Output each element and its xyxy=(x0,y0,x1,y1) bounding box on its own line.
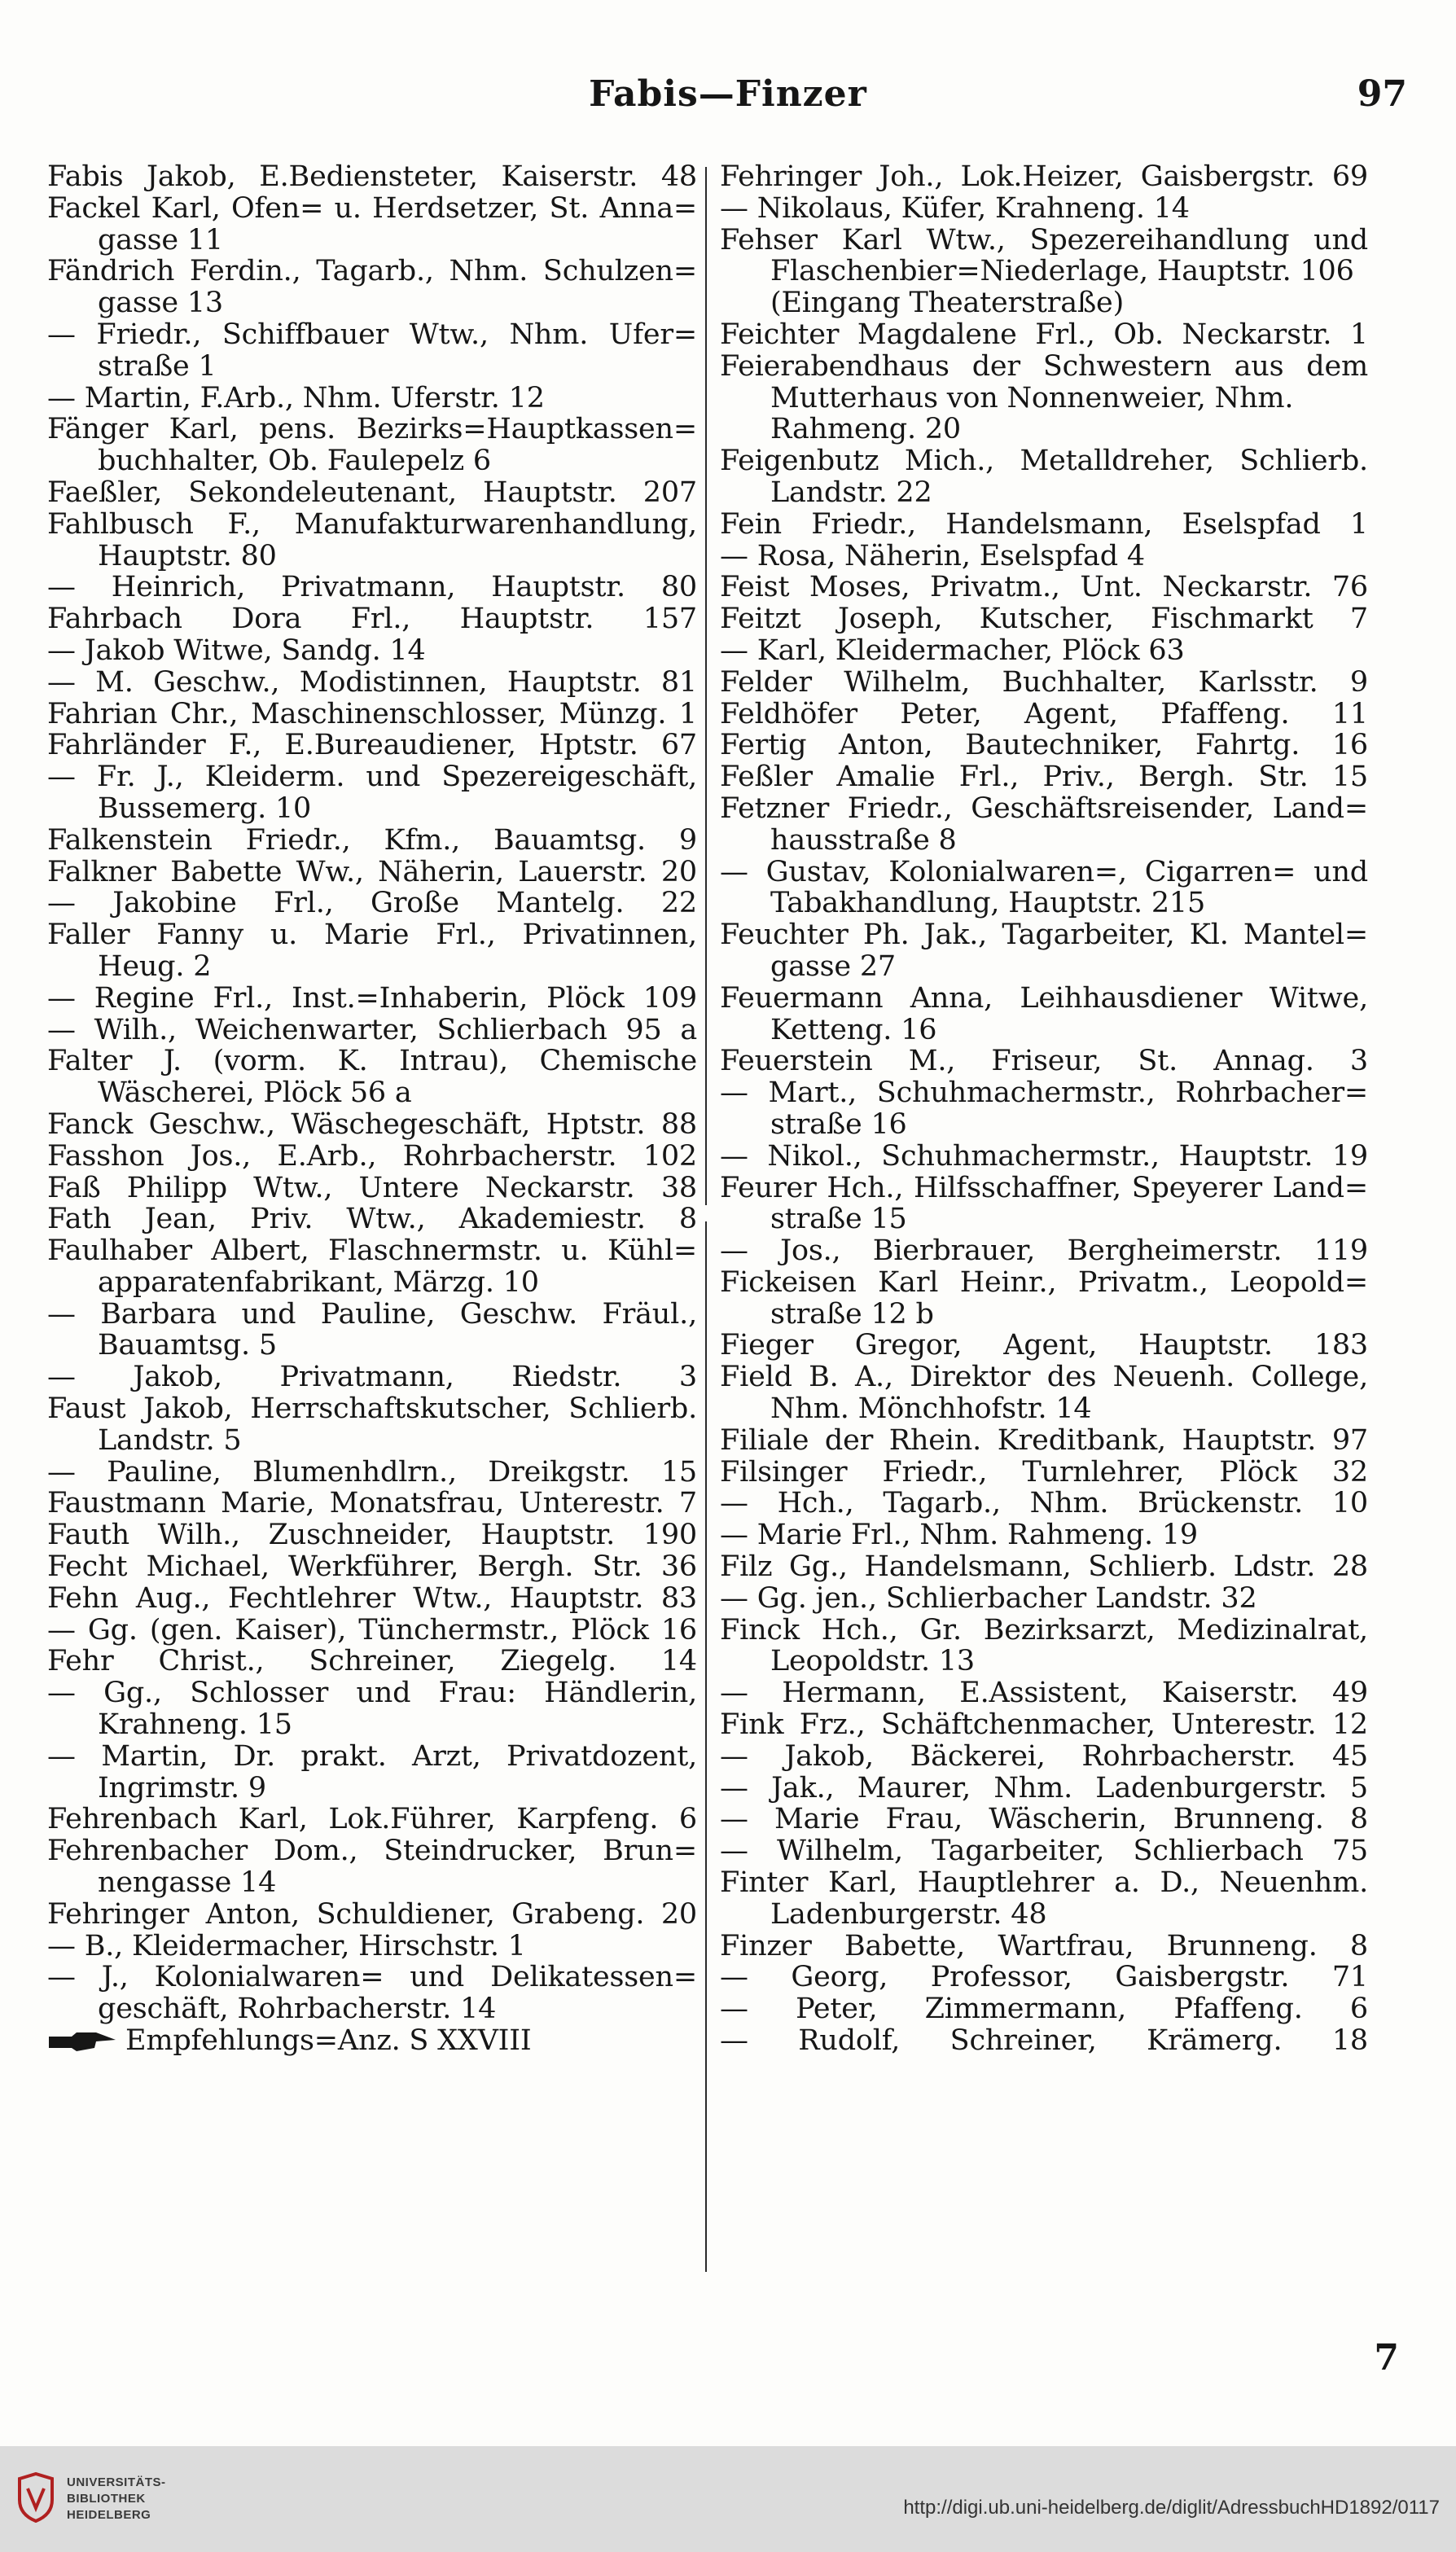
directory-entry: — Gustav, Kolonialwaren=, Cigarren= und xyxy=(720,855,1368,888)
directory-entry: Fath Jean, Priv. Wtw., Akademiestr. 8 xyxy=(47,1203,697,1236)
directory-entry: straße 16 xyxy=(770,1107,907,1141)
directory-entry: — Hch., Tagarb., Nhm. Brückenstr. 10 xyxy=(720,1487,1368,1520)
directory-entry: — Rudolf, Schreiner, Krämerg. 18 xyxy=(720,2024,1368,2058)
source-url-link[interactable]: http://digi.ub.uni-heidelberg.de/diglit/AdressbuchHD1892/0117 xyxy=(903,2497,1440,2519)
directory-entry: — J., Kolonialwaren= und Delikatessen= xyxy=(47,1961,697,1994)
directory-entry: Krahneng. 15 xyxy=(98,1708,292,1742)
directory-entry: buchhalter, Ob. Faulepelz 6 xyxy=(98,445,491,478)
directory-entry: Bussemerg. 10 xyxy=(98,791,312,825)
directory-entry: Filsinger Friedr., Turnlehrer, Plöck 32 xyxy=(720,1455,1368,1489)
directory-entry: — Mart., Schuhmachermstr., Rohrbacher= xyxy=(720,1076,1368,1110)
directory-entry: straße 12 b xyxy=(770,1297,934,1331)
directory-entry: — Gg., Schlosser und Frau: Händlerin, xyxy=(47,1677,697,1710)
directory-entry: Landstr. 5 xyxy=(98,1423,242,1457)
directory-entry: — Barbara und Pauline, Geschw. Fräul., xyxy=(47,1297,697,1331)
directory-entry: Fehn Aug., Fechtlehrer Wtw., Hauptstr. 83 xyxy=(47,1581,697,1615)
directory-entry: Feurer Hch., Hilfsschaffner, Speyerer Land= xyxy=(720,1171,1368,1204)
directory-entry: Feitzt Joseph, Kutscher, Fischmarkt 7 xyxy=(720,603,1368,636)
directory-entry: — M. Geschw., Modistinnen, Hauptstr. 81 xyxy=(47,665,697,699)
university-seal-icon xyxy=(15,2472,57,2523)
library-banner xyxy=(0,2446,1456,2552)
directory-entry: — Fr. J., Kleiderm. und Spezereigeschäft, xyxy=(47,761,697,794)
directory-entry: Fertig Anton, Bautechniker, Fahrtg. 16 xyxy=(720,729,1368,762)
directory-entry: Heug. 2 xyxy=(98,949,212,983)
directory-entry: gasse 13 xyxy=(98,287,223,320)
directory-entry: (Eingang Theaterstraße) xyxy=(770,287,1125,320)
directory-entry: Fahrbach Dora Frl., Hauptstr. 157 xyxy=(47,603,697,636)
directory-entry: Fehringer Joh., Lok.Heizer, Gaisbergstr. 69 xyxy=(720,160,1368,193)
directory-entry: Ladenburgerstr. 48 xyxy=(770,1897,1047,1931)
directory-entry: Wäscherei, Plöck 56 a xyxy=(98,1076,412,1110)
directory-entry: Fasshon Jos., E.Arb., Rohrbacherstr. 102 xyxy=(47,1139,697,1173)
directory-entry: Feuermann Anna, Leihhausdiener Witwe, xyxy=(720,981,1368,1015)
logo-line: HEIDELBERG xyxy=(67,2508,151,2522)
directory-entry: gasse 27 xyxy=(770,949,896,983)
directory-entry: Fackel Karl, Ofen= u. Herdsetzer, St. Anna= xyxy=(47,191,697,225)
directory-entry: Fändrich Ferdin., Tagarb., Nhm. Schulzen= xyxy=(47,255,697,288)
column-divider xyxy=(705,167,707,1205)
logo-line: UNIVERSITÄTS- xyxy=(67,2475,166,2489)
directory-entry: — Gg. (gen. Kaiser), Tünchermstr., Plöck 16 xyxy=(47,1613,697,1647)
library-logo[interactable] xyxy=(15,2464,178,2534)
directory-entry: — Gg. jen., Schlierbacher Landstr. 32 xyxy=(720,1581,1257,1615)
directory-entry: Fehr Christ., Schreiner, Ziegelg. 14 xyxy=(47,1645,697,1678)
directory-entry: hausstraße 8 xyxy=(770,823,957,857)
page-number: 97 xyxy=(1357,73,1407,115)
directory-entry: — Friedr., Schiffbauer Wtw., Nhm. Ufer= xyxy=(47,318,697,351)
logo-line: BIBLIOTHEK xyxy=(67,2492,146,2506)
directory-entry: Faeßler, Sekondeleutenant, Hauptstr. 207 xyxy=(47,476,697,509)
directory-entry: Felder Wilhelm, Buchhalter, Karlsstr. 9 xyxy=(720,665,1368,699)
directory-entry: Nhm. Mönchhofstr. 14 xyxy=(770,1392,1092,1426)
directory-entry: Feist Moses, Privatm., Unt. Neckarstr. 76 xyxy=(720,571,1368,604)
directory-entry: Finzer Babette, Wartfrau, Brunneng. 8 xyxy=(720,1929,1368,1962)
directory-entry: Filz Gg., Handelsmann, Schlierb. Ldstr. 28 xyxy=(720,1550,1368,1584)
directory-entry: — Jakob, Privatmann, Riedstr. 3 xyxy=(47,1361,697,1394)
directory-entry: — Jos., Bierbrauer, Bergheimerstr. 119 xyxy=(720,1234,1368,1268)
directory-entry: Bauamtsg. 5 xyxy=(98,1329,277,1362)
directory-entry: — Nikolaus, Küfer, Krahneng. 14 xyxy=(720,191,1190,225)
directory-entry: straße 1 xyxy=(98,349,217,383)
directory-entry: — Jak., Maurer, Nhm. Ladenburgerstr. 5 xyxy=(720,1771,1368,1804)
directory-entry: Feigenbutz Mich., Metalldreher, Schlierb. xyxy=(720,445,1368,478)
directory-entry: Fahlbusch F., Manufakturwarenhandlung, xyxy=(47,507,697,541)
left-column xyxy=(47,161,697,2057)
directory-entry: Finter Karl, Hauptlehrer a. D., Neuenhm. xyxy=(720,1866,1368,1900)
directory-entry: Empfehlungs=Anz. S XXVIII xyxy=(47,2025,697,2057)
directory-entry: — Rosa, Näherin, Eselspfad 4 xyxy=(720,539,1145,572)
directory-entry: — Regine Frl., Inst.=Inhaberin, Plöck 109 xyxy=(47,981,697,1015)
directory-entry: — Heinrich, Privatmann, Hauptstr. 80 xyxy=(47,571,697,604)
directory-entry: Rahmeng. 20 xyxy=(770,413,961,446)
directory-entry: — Nikol., Schuhmachermstr., Hauptstr. 19 xyxy=(720,1139,1368,1173)
directory-entry: Landstr. 22 xyxy=(770,476,932,509)
directory-entry: — Karl, Kleidermacher, Plöck 63 xyxy=(720,634,1185,667)
directory-entry: Feßler Amalie Frl., Priv., Bergh. Str. 15 xyxy=(720,761,1368,794)
directory-entry: — Peter, Zimmermann, Pfaffeng. 6 xyxy=(720,1993,1368,2026)
directory-entry: Fabis Jakob, E.Bediensteter, Kaiserstr. 48 xyxy=(47,160,697,193)
directory-entry: Ingrimstr. 9 xyxy=(98,1771,266,1804)
directory-entry: Fehrenbacher Dom., Steindrucker, Brun= xyxy=(47,1835,697,1868)
directory-entry: Mutterhaus von Nonnenweier, Nhm. xyxy=(770,381,1294,414)
directory-entry: Feierabendhaus der Schwestern aus dem xyxy=(720,349,1368,383)
directory-entry: nengasse 14 xyxy=(98,1866,277,1900)
directory-entry: Ketteng. 16 xyxy=(770,1013,937,1046)
directory-entry: Finck Hch., Gr. Bezirksarzt, Medizinalrat, xyxy=(720,1613,1368,1647)
directory-entry: Flaschenbier=Niederlage, Hauptstr. 106 xyxy=(770,255,1354,288)
directory-entry: Field B. A., Direktor des Neuenh. College, xyxy=(720,1361,1368,1394)
directory-entry: Feuchter Ph. Jak., Tagarbeiter, Kl. Mantel= xyxy=(720,919,1368,952)
signature-mark: 7 xyxy=(1374,2337,1399,2379)
directory-entry: — Jakobine Frl., Große Mantelg. 22 xyxy=(47,887,697,920)
pointing-hand-icon xyxy=(47,2030,117,2054)
directory-entry: Fehser Karl Wtw., Spezereihandlung und xyxy=(720,223,1368,257)
directory-entry: — Wilhelm, Tagarbeiter, Schlierbach 75 xyxy=(720,1835,1368,1868)
directory-entry: — Pauline, Blumenhdlrn., Dreikgstr. 15 xyxy=(47,1455,697,1489)
directory-entry: Fink Frz., Schäftchenmacher, Unterestr. 12 xyxy=(720,1708,1368,1742)
directory-entry: — Marie Frau, Wäscherin, Brunneng. 8 xyxy=(720,1803,1368,1836)
directory-entry: — Martin, Dr. prakt. Arzt, Privatdozent, xyxy=(47,1739,697,1773)
directory-entry: Falter J. (vorm. K. Intrau), Chemische xyxy=(47,1045,697,1078)
directory-entry: Feldhöfer Peter, Agent, Pfaffeng. 11 xyxy=(720,697,1368,730)
directory-entry: Fauth Wilh., Zuschneider, Hauptstr. 190 xyxy=(47,1519,697,1552)
directory-entry: geschäft, Rohrbacherstr. 14 xyxy=(98,1993,497,2026)
directory-entry: Faller Fanny u. Marie Frl., Privatinnen, xyxy=(47,919,697,952)
running-title: Fabis—Finzer xyxy=(589,73,867,115)
directory-entry: Faß Philipp Wtw., Untere Neckarstr. 38 xyxy=(47,1171,697,1204)
directory-entry: Fein Friedr., Handelsmann, Eselspfad 1 xyxy=(720,507,1368,541)
directory-entry: Faulhaber Albert, Flaschnermstr. u. Kühl= xyxy=(47,1234,697,1268)
directory-entry: Fieger Gregor, Agent, Hauptstr. 183 xyxy=(720,1329,1368,1362)
directory-entry: Feuerstein M., Friseur, St. Annag. 3 xyxy=(720,1045,1368,1078)
directory-entry: Fetzner Friedr., Geschäftsreisender, Land= xyxy=(720,791,1368,825)
directory-entry: — Wilh., Weichenwarter, Schlierbach 95 a xyxy=(47,1013,697,1046)
directory-entry: Filiale der Rhein. Kreditbank, Hauptstr. 97 xyxy=(720,1423,1368,1457)
directory-entry: Fahrian Chr., Maschinenschlosser, Münzg. 1 xyxy=(47,697,697,730)
directory-entry: — Jakob, Bäckerei, Rohrbacherstr. 45 xyxy=(720,1739,1368,1773)
directory-entry: apparatenfabrikant, Märzg. 10 xyxy=(98,1265,539,1299)
directory-entry: — Martin, F.Arb., Nhm. Uferstr. 12 xyxy=(47,381,545,414)
directory-entry: gasse 11 xyxy=(98,223,223,257)
directory-entry: — Jakob Witwe, Sandg. 14 xyxy=(47,634,426,667)
directory-entry: — Marie Frl., Nhm. Rahmeng. 19 xyxy=(720,1519,1198,1552)
directory-entry: Fickeisen Karl Heinr., Privatm., Leopold= xyxy=(720,1265,1368,1299)
directory-entry: Tabakhandlung, Hauptstr. 215 xyxy=(770,887,1206,920)
directory-entry: — Georg, Professor, Gaisbergstr. 71 xyxy=(720,1961,1368,1994)
right-column xyxy=(720,161,1368,2057)
directory-entry: Faustmann Marie, Monatsfrau, Unterestr. 7 xyxy=(47,1487,697,1520)
directory-entry: Fahrländer F., E.Bureaudiener, Hptstr. 67 xyxy=(47,729,697,762)
directory-entry: Leopoldstr. 13 xyxy=(770,1645,976,1678)
directory-entry: Fehringer Anton, Schuldiener, Grabeng. 20 xyxy=(47,1897,697,1931)
directory-entry: — Hermann, E.Assistent, Kaiserstr. 49 xyxy=(720,1677,1368,1710)
directory-entry: Faust Jakob, Herrschaftskutscher, Schlierb. xyxy=(47,1392,697,1426)
page-header xyxy=(49,73,1407,138)
directory-entry: Falkner Babette Ww., Näherin, Lauerstr. 20 xyxy=(47,855,697,888)
directory-entry: Feichter Magdalene Frl., Ob. Neckarstr. 1 xyxy=(720,318,1368,351)
directory-entry: Fänger Karl, pens. Bezirks=Hauptkassen= xyxy=(47,413,697,446)
directory-entry: straße 15 xyxy=(770,1203,907,1236)
directory-entry: Falkenstein Friedr., Kfm., Bauamtsg. 9 xyxy=(47,823,697,857)
directory-entry: Hauptstr. 80 xyxy=(98,539,277,572)
column-divider xyxy=(705,1221,707,2272)
directory-entry: Fanck Geschw., Wäschegeschäft, Hptstr. 88 xyxy=(47,1107,697,1141)
directory-entry: — B., Kleidermacher, Hirschstr. 1 xyxy=(47,1929,526,1962)
directory-entry: Fehrenbach Karl, Lok.Führer, Karpfeng. 6 xyxy=(47,1803,697,1836)
directory-entry: Fecht Michael, Werkführer, Bergh. Str. 36 xyxy=(47,1550,697,1584)
